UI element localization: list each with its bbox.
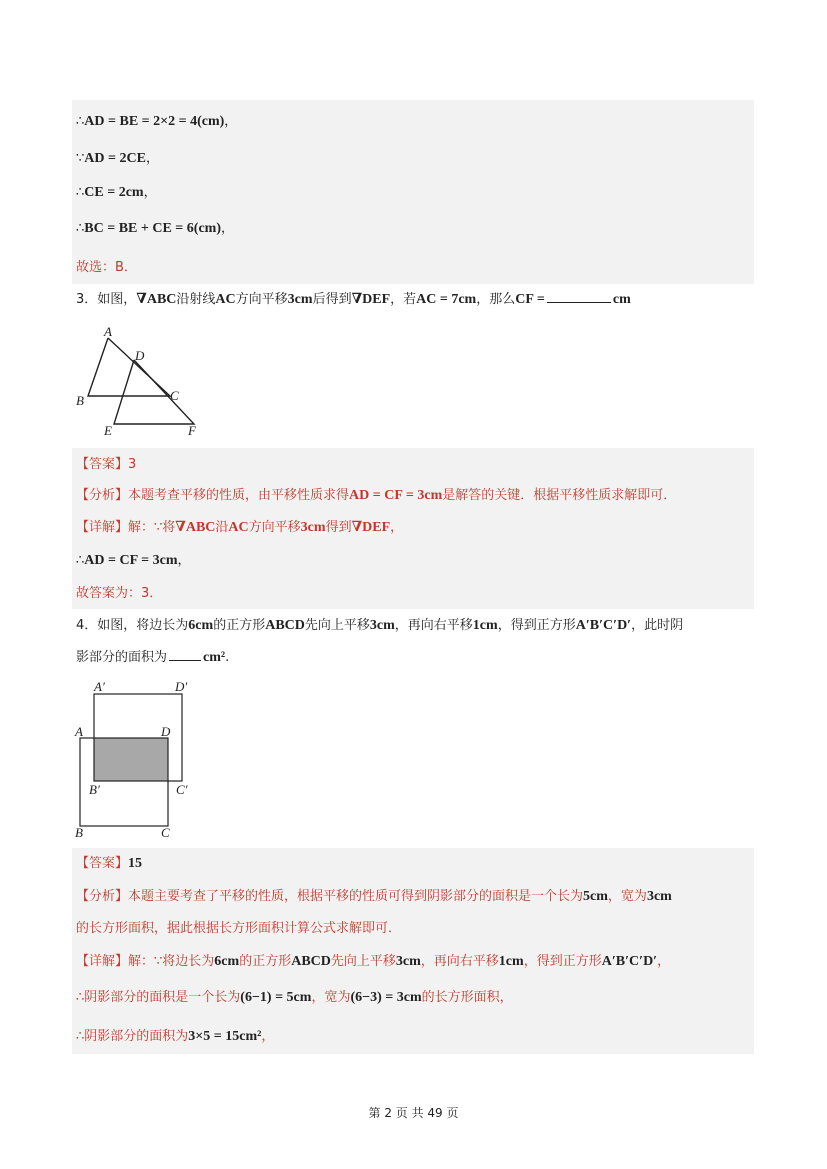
analysis-line: 【分析】本题主要考查了平移的性质，根据平移的性质可得到阴影部分的面积是一个长为5cm，宽为3cm (76, 889, 672, 904)
label-C: C (170, 388, 179, 403)
label-B-prime: B′ (89, 782, 100, 797)
label-A-prime: A′ (94, 679, 105, 694)
label-D: D (135, 348, 145, 363)
label-A: A (104, 324, 112, 339)
answer-blank (169, 648, 201, 661)
final-answer-line: 故答案为：3． (76, 586, 163, 601)
choice-line: 故选：B． (76, 260, 137, 275)
analysis-line-cont: 的长方形面积，据此根据长方形面积计算公式求解即可． (76, 921, 402, 936)
detail-step-line: ∴阴影部分的面积为3×5 = 15cm²， (76, 1029, 275, 1044)
label-F: F (188, 423, 196, 438)
label-C: C (161, 825, 170, 840)
step-line: ∵AD = 2CE， (76, 151, 159, 166)
solution-block-q4 (72, 848, 754, 1054)
square-translation-figure (72, 678, 202, 840)
answer-line: 【答案】15 (76, 856, 143, 871)
answer-blank (547, 290, 611, 303)
label-E: E (104, 423, 112, 438)
question-4-cont: 影部分的面积为 cm². (76, 650, 230, 665)
label-D: D (161, 724, 171, 739)
detail-line: 【详解】解：∵将边长为6cm的正方形ABCD先向上平移3cm，再向右平移1cm，得到正方形A′B′C′D′， (76, 954, 671, 969)
detail-step-line: ∴阴影部分的面积是一个长为(6−1) = 5cm，宽为(6−3) = 3cm的长方形面积， (76, 990, 513, 1005)
analysis-line: 【分析】本题考查平移的性质，由平移性质求得AD = CF = 3cm是解答的关键．根据平移性质求解即可． (76, 488, 677, 503)
answer-line: 【答案】3 (76, 457, 137, 472)
label-C-prime: C′ (176, 782, 188, 797)
label-D-prime: D′ (175, 679, 188, 694)
step-line: ∴BC = BE + CE = 6(cm)， (76, 221, 235, 236)
triangle-translation-figure (72, 322, 212, 442)
label-A: A (75, 724, 83, 739)
label-B: B (75, 825, 83, 840)
detail-line: 【详解】解：∵将∇ABC沿AC方向平移3cm得到∇DEF， (76, 520, 404, 535)
step-line: ∴AD = BE = 2×2 = 4(cm)， (76, 114, 238, 129)
label-B: B (76, 393, 84, 408)
page-footer: 第 2 页 共 49 页 (368, 1106, 459, 1120)
question-4: 4．如图，将边长为6cm的正方形ABCD先向上平移3cm，再向右平移1cm，得到正方形A′B′C′D′，此时阴 (76, 618, 684, 633)
question-3: 3．如图，∇ABC沿射线AC方向平移3cm后得到∇DEF，若AC = 7cm，那么CF = cm (76, 292, 631, 307)
step-line: ∴CE = 2cm， (76, 185, 157, 200)
step-line: ∴AD = CF = 3cm， (76, 553, 191, 568)
